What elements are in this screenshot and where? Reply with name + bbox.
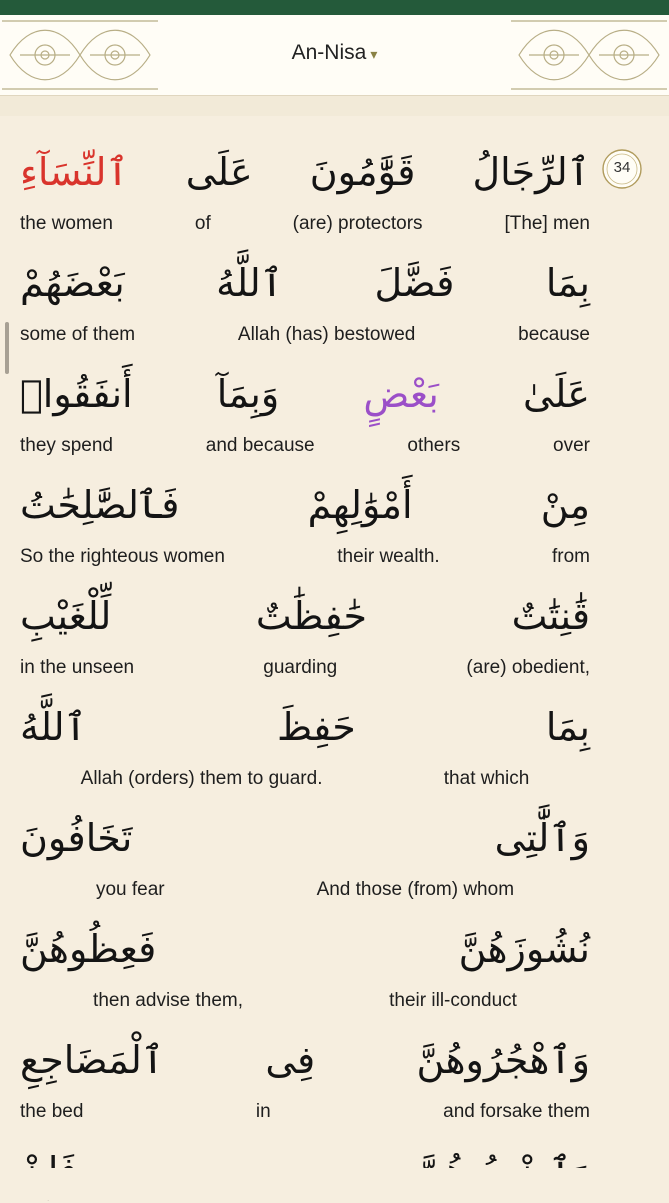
arabic-word[interactable]: حَفِظَ [276, 705, 356, 749]
arabic-word[interactable]: أَنفَقُوا۟ [20, 372, 133, 416]
verse-line-9 [20, 1028, 590, 1132]
word-translation: (are) obedient, [466, 657, 590, 678]
arabic-word[interactable]: ٱلرِّجَالُ [472, 150, 590, 194]
arabic-word[interactable]: لِّلْغَيْبِ [20, 594, 112, 638]
status-bar [0, 0, 669, 15]
ornament-right-icon [509, 17, 669, 93]
word-translation: in the unseen [20, 657, 135, 678]
word-translation: Allah (orders) them to guard. [80, 768, 323, 789]
arabic-word[interactable]: بَعْضَهُمْ [20, 261, 125, 305]
word-translation: then advise them, [93, 990, 244, 1011]
word-translation: [The] men [504, 213, 590, 234]
word-translation: they spend [20, 435, 113, 456]
arabic-word[interactable]: فِى [265, 1038, 316, 1082]
arabic-word[interactable]: مِنْ [540, 483, 590, 527]
word-translation: (are) protectors [292, 213, 423, 234]
word-translation: some of them [20, 324, 136, 345]
arabic-word[interactable]: قَٰنِتَٰتٌ [511, 594, 590, 638]
word-translation: their wealth. [337, 546, 440, 567]
arabic-word[interactable]: فَعِظُوهُنَّ [20, 927, 157, 971]
bottom-safe-area [0, 1168, 669, 1200]
word-translation: and because [205, 435, 315, 456]
arabic-word[interactable]: عَلَى [185, 150, 253, 194]
surah-header [0, 15, 669, 96]
word-translation: And those (from) whom [316, 879, 515, 900]
word-translation: the bed [20, 1101, 84, 1122]
word-translation: their ill-conduct [389, 990, 517, 1011]
arabic-word[interactable]: فَضَّلَ [374, 261, 455, 305]
arabic-word[interactable]: حَٰفِظَٰتٌ [255, 594, 368, 638]
word-translation: from [551, 546, 590, 567]
arabic-word[interactable]: ٱلنِّسَآءِ [20, 150, 129, 194]
arabic-word[interactable]: قَوَّٰمُونَ [309, 150, 416, 194]
arabic-word[interactable]: بِمَا [545, 261, 590, 305]
word-translation: guarding [263, 657, 338, 678]
word-translation: because [518, 324, 590, 345]
ayah-number: 34 [613, 159, 631, 176]
arabic-word[interactable]: ٱللَّهُ [216, 261, 283, 305]
arabic-word[interactable]: أَمْوَٰلِهِمْ [307, 483, 413, 527]
arabic-word[interactable]: عَلَىٰ [523, 372, 590, 416]
word-translation: you fear [95, 879, 165, 900]
word-translation: and forsake them [443, 1101, 590, 1122]
surah-title: An-Nisa [291, 41, 367, 64]
word-translation: others [407, 435, 461, 456]
chevron-down-icon: ▾ [370, 46, 378, 62]
arabic-word[interactable]: ٱللَّهُ [20, 705, 87, 749]
arabic-word[interactable]: نُشُوزَهُنَّ [458, 927, 590, 971]
verse-line-5 [20, 584, 590, 688]
arabic-word[interactable]: ٱلْمَضَاجِعِ [20, 1038, 165, 1082]
word-translation: Allah (has) bestowed [237, 324, 416, 345]
arabic-word[interactable]: بَعْضٍ [363, 372, 439, 416]
arabic-word[interactable]: بِمَا [545, 705, 590, 749]
scroll-indicator[interactable] [5, 322, 9, 374]
subheader-band [0, 96, 669, 116]
ayah-number-badge[interactable] [600, 147, 644, 191]
word-translation: of [194, 213, 211, 234]
word-translation: that which [443, 768, 530, 789]
word-translation: So the righteous women [20, 546, 225, 567]
verse-line-7 [20, 806, 590, 910]
word-translation: the women [20, 213, 113, 234]
verse-line-2 [20, 251, 590, 355]
arabic-word[interactable]: وَٱهْجُرُوهُنَّ [416, 1038, 590, 1082]
arabic-word[interactable]: وَٱلَّٰتِى [494, 816, 590, 860]
arabic-word[interactable]: تَخَافُونَ [20, 816, 133, 860]
verse-line-4 [20, 473, 590, 577]
verse-line-3 [20, 362, 590, 466]
word-translation: in [255, 1101, 271, 1122]
arabic-word[interactable]: وَبِمَآ [216, 372, 280, 416]
verse-line-6 [20, 695, 590, 799]
word-translation: over [553, 435, 590, 456]
verse-line-1 [20, 140, 590, 244]
arabic-word[interactable]: فَٱلصَّٰلِحَٰتُ [20, 483, 180, 527]
verse-line-8 [20, 917, 590, 1021]
